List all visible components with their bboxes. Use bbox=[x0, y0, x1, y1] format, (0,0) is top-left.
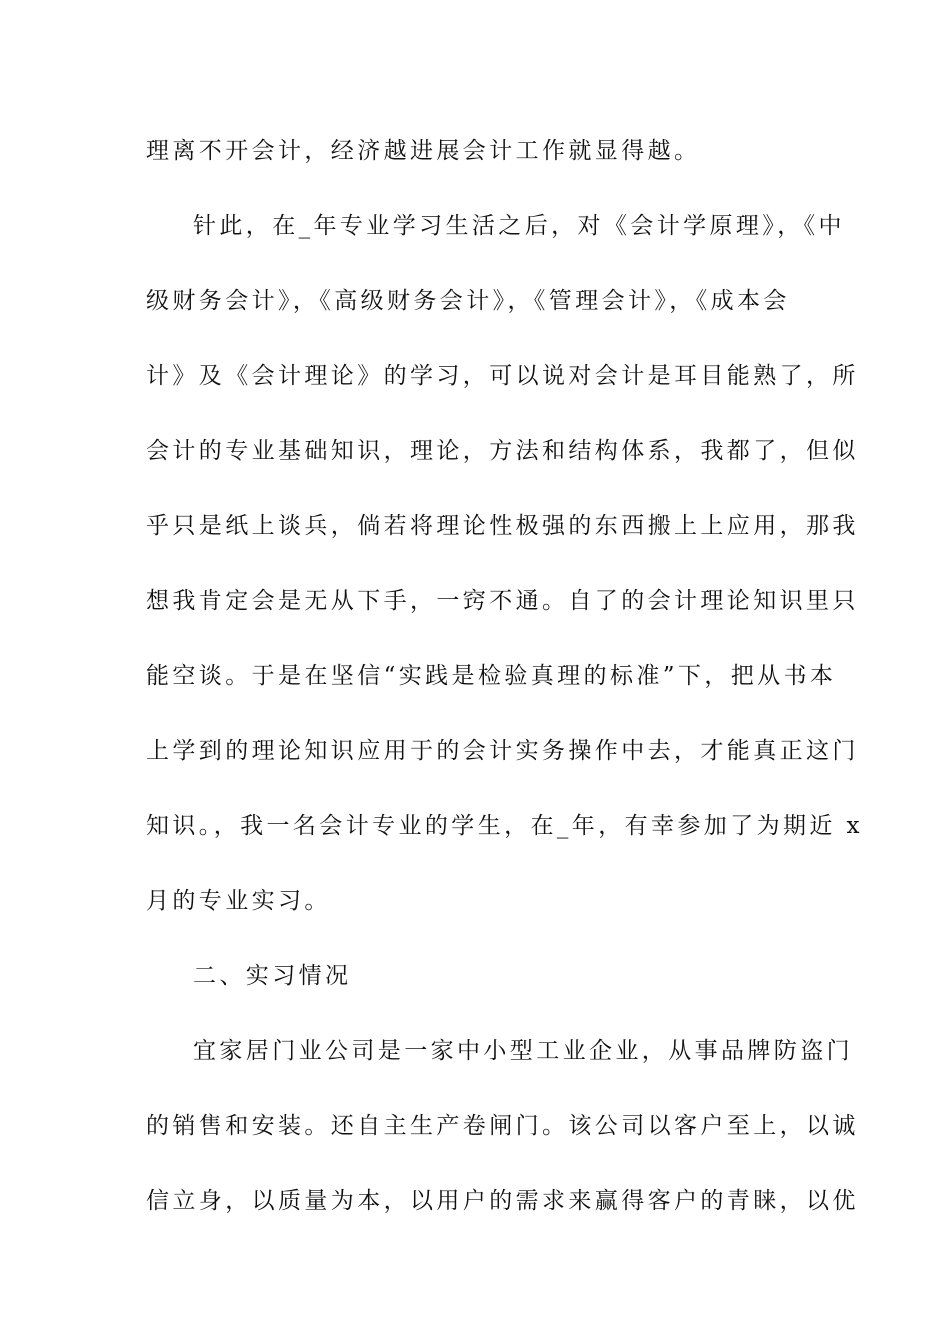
paragraph-line: 能空谈。于是在坚信“实践是检验真理的标准”下，把从书本 bbox=[146, 663, 837, 689]
paragraph-line: 理离不开会计，经济越进展会计工作就显得越。 bbox=[146, 138, 701, 164]
section-heading: 二、实习情况 bbox=[193, 963, 352, 989]
paragraph-line: 的销售和安装。还自主生产卷闸门。该公司以客户至上，以诚 bbox=[146, 1113, 859, 1139]
paragraph-line: 计》及《会计理论》的学习，可以说对会计是耳目能熟了，所 bbox=[146, 363, 859, 389]
paragraph-line: 宜家居门业公司是一家中小型工业企业，从事品牌防盗门 bbox=[193, 1038, 853, 1064]
paragraph-line: 级财务会计》，《高级财务会计》，《管理会计》，《成本会 bbox=[146, 288, 790, 314]
paragraph-line: 乎只是纸上谈兵，倘若将理论性极强的东西搬上上应用，那我 bbox=[146, 513, 859, 539]
paragraph-line: 月的专业实习。 bbox=[146, 888, 331, 914]
paragraph-line: 信立身，以质量为本，以用户的需求来赢得客户的青睐，以优 bbox=[146, 1188, 859, 1214]
paragraph-line: 上学到的理论知识应用于的会计实务操作中去，才能真正这门 bbox=[146, 738, 859, 764]
paragraph-line: 针此，在_年专业学习生活之后，对《会计学原理》，《中 bbox=[193, 213, 845, 239]
paragraph-line: 会计的专业基础知识，理论，方法和结构体系，我都了，但似 bbox=[146, 438, 859, 464]
paragraph-line: 想我肯定会是无从下手，一窍不通。自了的会计理论知识里只 bbox=[146, 588, 859, 614]
paragraph-line: 知识。，我一名会计专业的学生，在_年，有幸参加了为期近 x bbox=[146, 813, 863, 839]
